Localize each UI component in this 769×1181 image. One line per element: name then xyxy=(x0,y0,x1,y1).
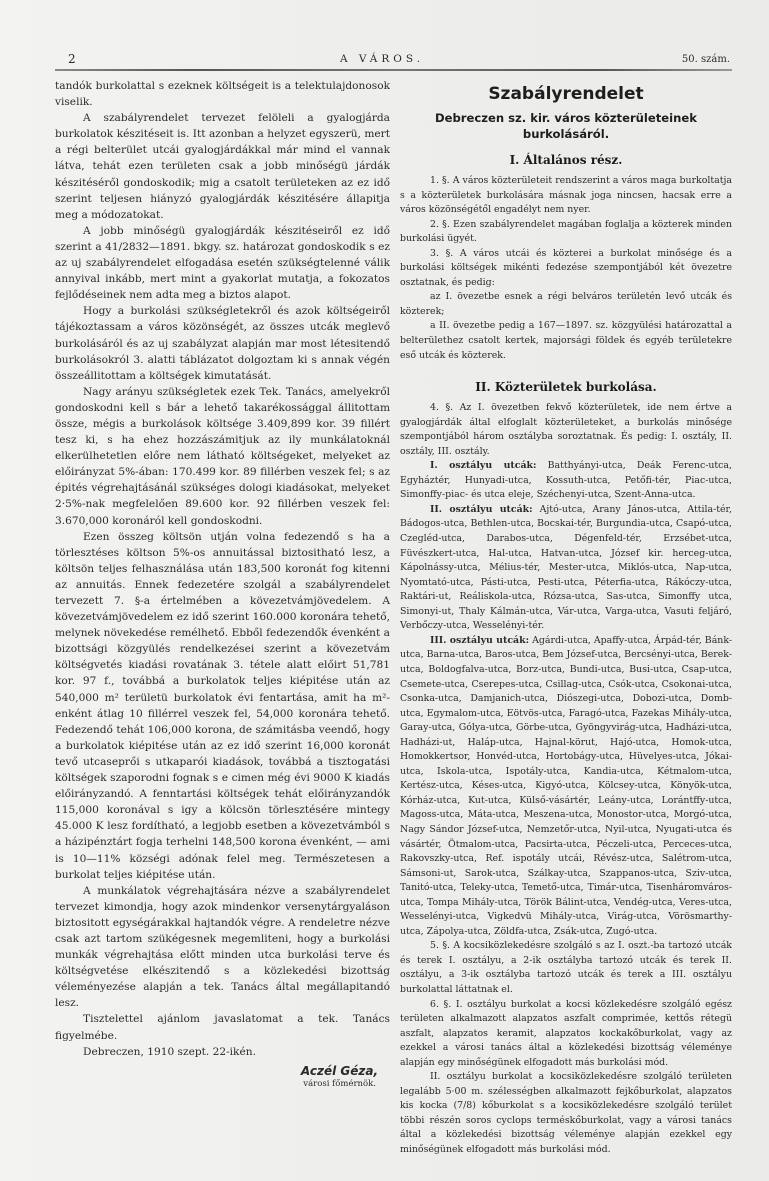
paragraph: 2. §. Ezen szabályrendelet magában foglalja a közterek minden burkolási ügyét. xyxy=(400,218,732,245)
date-line: Debreczen, 1910 szept. 22-ikén. xyxy=(83,1045,256,1058)
street-list: Ajtó-utca, Arany János-utca, Attila-tér, Bádogos-utca, Bethlen-utca, Bocskai-tér, Burgundia-utca, Csapó-utca, Czegléd-utca, Darabos-utca, Dégenfeld-tér, Erzsébet-utca, Füvészkert-utca, Hal-utca, Hatvan-utca, József kir. herceg-utca, Kápolnássy-utca, Mélius-tér, Mester-utca, Miklós-utca, Nap-utca, Nyomtató-utca, Pásti-utca, Pesti-utca, Péterfia-utca, Rákóczy-utca, Raktári-ut, Reáliskola-utca, Rózsa-utca, Sas-utca, Simonffy utca, Simonyi-ut, Thaly Kálmán-utca, Vár-utca, Varga-utca, Vasuti feljáró, Verbőczy-utca, Wesselényi-tér. xyxy=(400,503,732,632)
article-title: Szabályrendelet xyxy=(488,84,644,104)
paragraph: II. osztályu burkolat a kocsiközlekedésre szolgáló területen legalább 5·00 m. szélességben alkalmazott fejkőburkolat, alapzatos kis kocka (7/8) kőburkolat s a kocsiközlekedésre szolgáló terület többi részén soros cyclops terméskőburkolat, vagy a városi tanács által a közlekedési bizottság véleménye alapján ezekkel egy minőségünek elfogadott más burkolási mód. xyxy=(400,1071,732,1155)
paragraph: Hogy a burkolási szükségletekről és azok költségeiről tájékoztassam a város közönségét, az összes utcák meglevő burkolásáról és az uj szabályzat alapján mar most létesitendő burkolásokról 3. alatti táblázatot dolgoztam ki s annak végén összeállitottam a költségek kimutatását. xyxy=(55,305,390,382)
street-list: Agárdi-utca, Apaffy-utca, Árpád-tér, Bánk-utca, Barna-utca, Baros-utca, Bem József-utca, Bercsényi-utca, Berek-utca, Boldogfalva-utca, Borz-utca, Bundi-utca, Busi-utca, Csap-utca, Csemete-utca, Cserepes-utca, Csillag-utca, Csók-utca, Csokonai-utca, Csonka-utca, Damjanich-utca, Diószegi-utca, Dobozi-utca, Domb-utca, Egymalom-utca, Eötvös-utca, Faragó-utca, Fazekas Mihály-utca, Garay-utca, Gólya-utca, Görbe-utca, Gyöngyvirág-utca, Hadházi-utca, Hadházi-ut, Haláp-utca, Hajnal-körut, Hajó-utca, Homok-utca, Homokkertsor, Honvéd-utca, Hortobágy-utca, Hüvelyes-utca, Jókai-utca, Iskola-utca, Ispotály-utca, Kandia-utca, Kétmalom-utca, Kertész-utca, Késes-utca, Kigyó-utca, Kölcsey-utca, Könyök-utca, Kórház-utca, Kut-utca, Külső-vásártér, Leány-utca, Lorántffy-utca, Magoss-utca, Máta-utca, Meszena-utca, Monostor-utca, Morgó-utca, Nagy Sándor József-utca, Nemzetőr-utca, Nyil-utca, Nyugati-utca és vásártér, Ötmalom-utca, Pacsirta-utca, Péczeli-utca, Perceces-utca, Rakovszky-utca, Ref. ispotály utcái, Révész-utca, Salétrom-utca, Sámsoni-ut, Sarok-utca, Szálkay-utca, Szappanos-utca, Sziv-utca, Tanitó-utca, Teleky-utca, Temető-utca, Timár-utca, Tisenháromváros-utca, Tompa Mihály-utca, Török Bálint-utca, Vendég-utca, Veres-utca, Wesselényi-utca, Vigkedvü Mihály-utca, Virág-utca, Vörösmarthy-utca, Zápolya-utca, Zöldfa-utca, Zsák-utca, Zugó-utca. xyxy=(400,634,733,937)
signature-block xyxy=(55,1064,390,1090)
class-label: II. osztályu utcák: xyxy=(430,503,533,515)
paragraph: 3. §. A város utcái és közterei a burkolat minősége és a burkolási költségek mikénti fedezése szempontjából két övezetre osztatnak, és pedig: xyxy=(400,247,732,288)
page-number: 2 xyxy=(68,52,76,66)
street-list: Batthyányi-utca, Deák Ferenc-utca, Egyháztér, Hunyadi-utca, Kossuth-utca, Petőfi-tér, Piac-utca, Simonffy-piac- és utca eleje, Széchenyi-utca, Szent-Anna-utca. xyxy=(400,460,733,501)
section-heading-general: I. Általános rész. xyxy=(509,153,623,167)
paragraph: tandók burkolattal s ezeknek költségeit is a telektulajdonosok viselik. xyxy=(55,80,390,109)
paragraph: A szabályrendelet tervezet felöleli a gyalogjárda burkolatok készitéseit is. Itt azonban a helyzet egyszerü, mert a régi belterület utcái gyalogjárdákkal már mind el vannak látva, tehát ezen területen csak a jobb minőségü járdák készitéséről gondoskodik; mig a csatolt területeken az ez idő szerint teljesen hiányzó gyalogjárdák készitésére állapitja meg a módozatokat. xyxy=(55,112,390,221)
issue-number: 50. szám. xyxy=(681,54,730,65)
class-label: III. osztályu utcák: xyxy=(430,634,530,646)
paragraph: 4. §. Az I. övezetben fekvő közterületek, ide nem értve a gyalogjárdák által elfoglalt közterületeket, a burkolás minősége szempontjából három osztályba soroztatnak. És pedig: I. osztály, II. osztály, III. osztály. xyxy=(400,402,732,457)
class-label: I. osztályu utcák: xyxy=(430,460,537,472)
paragraph: az I. övezetbe esnek a régi belváros területén levő utcák és közterek; xyxy=(400,291,732,317)
street-class-1 xyxy=(400,459,732,503)
paragraph: Ezen összeg költsön utján volna fedezendő s ha a törlesztéses költson 5%-os annuitással biztositható lesz, a költsön teljes felhasználása után 183,500 koronát fog kitenni az annuitás. Ennek fedezetére szolgál a szabályrendelet tervezett 7. §-a értelmében a kövezetvámjövedelem. A kövezetvámjövedelem ez idő szerint 160.000 koronára tehető, melynek növekedése remélhető. Ebből fedezendők évenként a bizottsági közgyülés rendelkezései szerint a kövezetvám költségvetés kiadási rovatának 3. tétele alatt előirt 51,781 kor. 97 f., továbbá a burkolatok teljes kiépitése után az 540,000 m² területü burkolatok évi fentartása, amit ha m²-enként átlag 10 fillérrel veszek fel, 54,000 koronára tehető. Fedezendő tehát 106,000 korona, de számitásba veendő, hogy a burkolatok kiépitése után az ez idő szerint 16,000 koronát tevő utcaseprői s utkaparói kiadások, továbbá a tisztogatási költségek szaporodni fognak s e cimen még évi 9000 K kiadás előirányzandó. A fenntartási költségek tehát előirányzandók 115,000 koronával s igy a kölcsön törlesztésére mintegy 45.000 K lesz fordítható, a legjobb esetben a kövezetvámból s a házipénztárt fogja terhelni 148,500 korona évenként, — ami is 10—11% községi adónak felel meg. Természetesen a burkolat teljes kiépitése után. xyxy=(55,530,390,881)
right-column xyxy=(400,84,732,1158)
paragraph: A munkálatok végrehajtására nézve a szabályrendelet tervezet kimondja, hogy azok mindenkor versenytárgyaláson biztositott egységárakkal hajtandók végre. A rendeletre nézve csak azt tartom szükégesnek megemliteni, hogy a burkolási munkák végrehajtása előtt minden utca burkolási terve és költségvetése elkészitendő s a közlekedési bizottság véleményezése alapján a tek. Tanács által megállapitandó lesz. xyxy=(55,884,390,1010)
section-heading-paving: II. Közterületek burkolása. xyxy=(475,380,657,395)
paragraph: a II. övezetbe pedig a 167—1897. sz. közgyülési határozattal a belterülethez csatolt kertek, majorsági földek és egyéb területekre eső utcák és közterek. xyxy=(400,320,732,361)
article-subtitle: Debreczen sz. kir. város közterületeinek burkolásáról. xyxy=(435,111,697,141)
signature-name: Aczél Géza, xyxy=(300,1063,378,1078)
paragraph: A jobb minőségü gyalogjárdák készitéseiről ez idő szerint a 41/2832—1891. bkgy. sz. határozat gondoskodik s ez az uj szabályrendelet elfogadása esetén szükségtelenné válik annyival inkább, mert mint a gyakorlat mutatja, a fokozatos fejlődéseinek nem adta meg a biztos alapot. xyxy=(55,224,390,302)
masthead: A VÁROS. xyxy=(340,53,425,65)
paragraph: 6. §. I. osztályu burkolat a kocsi közlekedésre szolgáló egész területen alkalmazott alapzatos aszfalt comprimée, kettős rétegü aszfalt, alapzatos keramit, alapzatos kockakőburkolat, vagy az ezekkel a városi tanács által a közlekedési bizottság véleménye alapján egy minőségünek elfogadott más burkolási mód. xyxy=(400,998,732,1068)
paragraph: 1. §. A város közterületeit rendszerint a város maga burkoltatja s a közterületek burkolására másnak joga nincsen, hacsak erre a város közönségétől engadélyt nem nyer. xyxy=(400,175,732,216)
left-column xyxy=(55,78,390,1090)
paragraph: Nagy arányu szükségletek ezek Tek. Tanács, amelyekről gondoskodni kell s bár a lehető takarékossággal állitottam össze, mégis a burkolások költsége 3.409,899 kor. 39 fillért tesz ki, s ha ehez hozzászámitjuk az ily munkálatoknál elkerülhetetlen előre nem látható költségeket, melyeket az előirányzat 5%-ában: 170.499 kor. 89 fillérben veszek fel; s az épités végrehajtásánál szükséges dologi kiadásokat, melyeket 2·5%-nak megfelelően 89.600 kor. 92 fillérben veszek fel: 3.670,000 koronáról kell gondoskodni. xyxy=(55,385,390,527)
header-rule xyxy=(55,69,732,71)
street-class-2 xyxy=(400,503,732,634)
page-header xyxy=(55,52,730,68)
paragraph: Tisztelettel ajánlom javaslatomat a tek. Tanács figyelmébe. xyxy=(55,1013,390,1042)
street-class-3 xyxy=(400,634,732,939)
signature-role: városi főmérnök. xyxy=(303,1078,376,1089)
paragraph: 5. §. A kocsiközlekedésre szolgáló s az I. oszt.-ba tartozó utcák és terek I. osztályu, a 2-ik osztályba tartozó utcák és terek II. osztályu, a 3-ik osztályba tartozó utcák és terek a III. osztályu burkolattal láttatnak el. xyxy=(400,940,732,995)
